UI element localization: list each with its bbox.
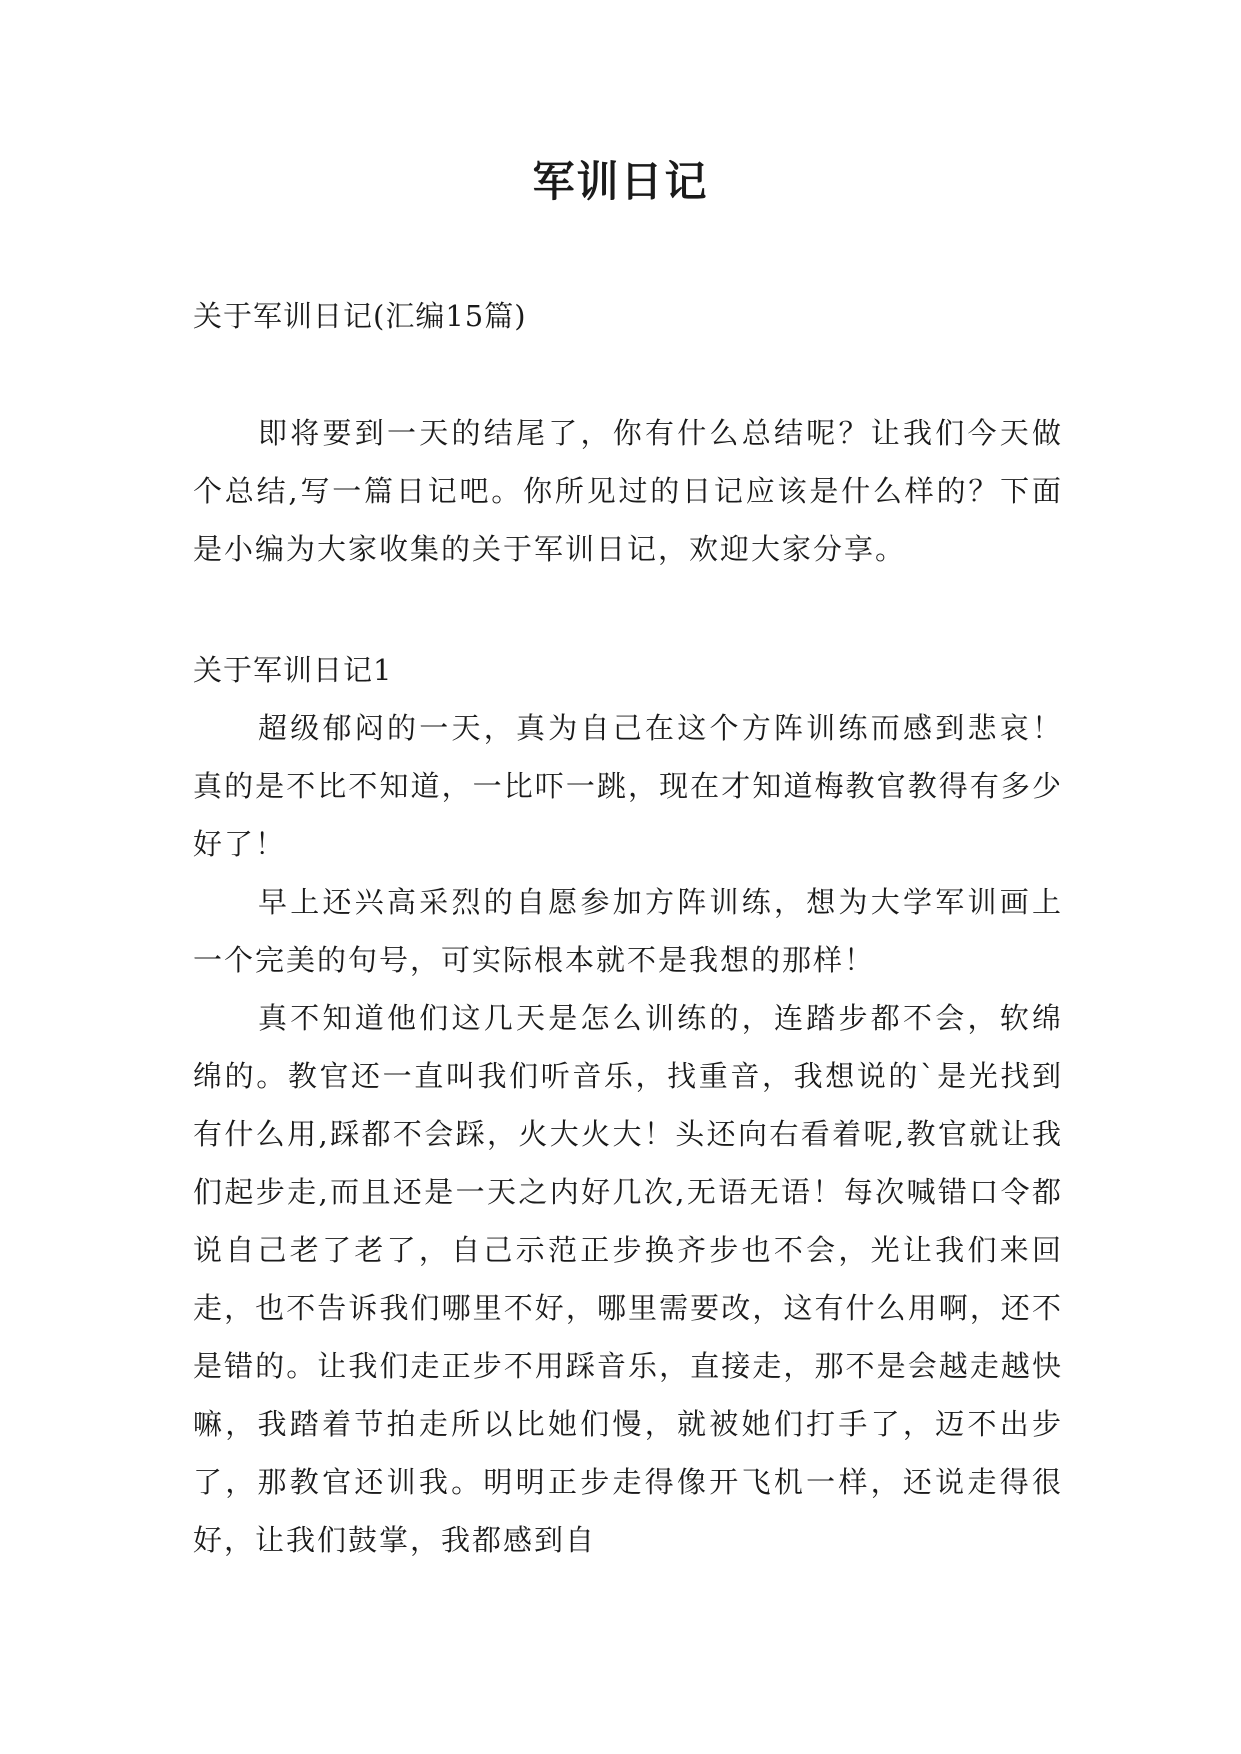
body-paragraph: 超级郁闷的一天，真为自己在这个方阵训练而感到悲哀！真的是不比不知道，一比吓一跳，现在才知道梅教官教得有多少好了！ [193, 711, 1063, 861]
section-heading: 关于军训日记1 [193, 653, 393, 687]
intro-paragraph: 即将要到一天的结尾了，你有什么总结呢？让我们今天做个总结,写一篇日记吧。你所见过的日记应该是什么样的？下面是小编为大家收集的关于军训日记，欢迎大家分享。 [193, 416, 1063, 566]
document-subtitle: 关于军训日记(汇编15篇) [193, 299, 527, 333]
body-paragraph: 真不知道他们这几天是怎么训练的，连踏步都不会，软绵绵的。教官还一直叫我们听音乐，找重音，我想说的`是光找到有什么用,踩都不会踩，火大火大！头还向右看着呢,教官就让我们起步走,而且还是一天之内好几次,无语无语！每次喊错口令都说自己老了老了，自己示范正步换齐步也不会，光让我们来回走，也不告诉我们哪里不好，哪里需要改，这有什么用啊，还不是错的。让我们走正步不用踩音乐，直接走，那不是会越走越快嘛，我踏着节拍走所以比她们慢，就被她们打手了，迈不出步了，那教官还训我。明明正步走得像开飞机一样，还说走得很好，让我们鼓掌，我都感到自 [193, 1001, 1063, 1557]
body-paragraph: 早上还兴高采烈的自愿参加方阵训练，想为大学军训画上一个完美的句号，可实际根本就不是我想的那样！ [193, 885, 1063, 977]
body-text [193, 699, 1063, 1569]
document-title: 军训日记 [532, 157, 709, 206]
